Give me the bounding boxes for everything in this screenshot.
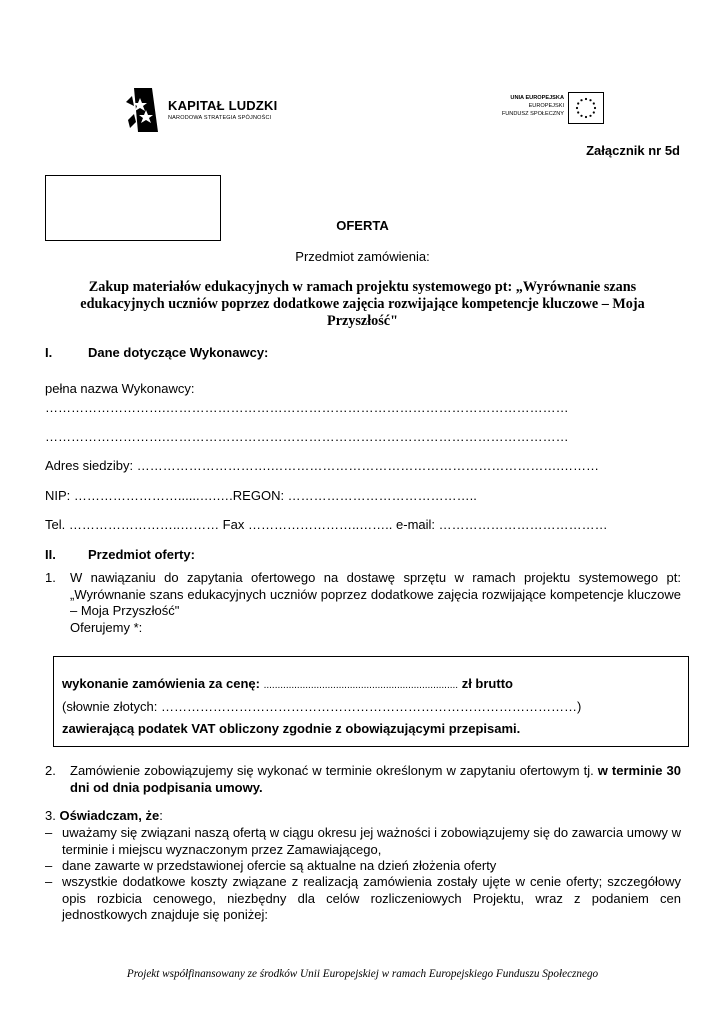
price-suffix: zł brutto: [461, 676, 513, 691]
offer-price-box: [53, 656, 689, 747]
bullet-3: wszystkie dodatkowe koszty związane z realizacją zamówienia zostały ujęte w cenie oferty; szczegółowy opis rozbicia cenowego, niezbędny dla celów rozliczeniowych Projektu, wraz z podaniem cen jednostkowych znajduje się poniżej:: [62, 874, 681, 922]
price-line: [62, 676, 513, 691]
item3-title: Oświadczam, że: [59, 808, 160, 823]
item2-deadline: w terminie 30 dni od dnia podpisania umowy.: [70, 763, 681, 795]
eu-line3: FUNDUSZ SPOŁECZNY: [501, 110, 564, 117]
full-name-label: pełna nazwa Wykonawcy:: [45, 381, 195, 396]
section1-title: Dane dotyczące Wykonawcy:: [88, 345, 269, 360]
attachment-number: Załącznik nr 5d: [586, 143, 680, 158]
document-title: OFERTA: [336, 218, 389, 233]
bullet-mark-1: –: [45, 825, 53, 840]
footer-note: Projekt współfinansowany ze środków Unii Europejskiej w ramach Europejskiego Funduszu Społecznego: [126, 968, 599, 980]
item2-paragraph: [70, 763, 681, 796]
item1-offer-label: Oferujemy *:: [70, 620, 143, 635]
vat-statement: zawierającą podatek VAT obliczony zgodnie z obowiązującymi przepisami.: [62, 721, 521, 736]
section2-number: II.: [45, 547, 56, 562]
price-in-words-field[interactable]: (słownie złotych: ……………………………………………………………………………………): [62, 699, 582, 714]
kapital-ludzki-logo: [124, 84, 294, 134]
eu-flag-icon: [568, 92, 604, 124]
item3-number: 3.: [45, 808, 56, 823]
address-field[interactable]: Adres siedziby: ………………………….………………………………………………………….………: [45, 458, 599, 473]
full-name-field-line2[interactable]: ……………………….…………………………………………………………………………………: [45, 429, 569, 444]
tel-fax-email-field[interactable]: Tel. ……………………..……… Fax ……………………..…….. e-mail: …………………………………: [45, 517, 608, 532]
price-field[interactable]: ......................................................................: [263, 680, 459, 691]
eu-line2: EUROPEJSKI: [528, 102, 564, 109]
bullet-1: uważamy się związani naszą ofertą w ciągu okresu jej ważności i zobowiązujemy się do zawarcia umowy w terminie i miejscu wyznaczonym przez Zamawiającego,: [62, 825, 681, 857]
kapital-ludzki-emblem-icon: [124, 84, 164, 134]
section2-title: Przedmiot oferty:: [88, 547, 195, 562]
item2-number: 2.: [45, 763, 56, 778]
item2-text: Zamówienie zobowiązujemy się wykonać w terminie określonym w zapytaniu ofertowym tj.: [70, 763, 594, 778]
full-name-field-line1[interactable]: ……………………….…………………………………………………………………………………: [45, 400, 569, 415]
subject-label: Przedmiot zamówienia:: [295, 249, 430, 264]
eu-logo: [468, 92, 604, 126]
eu-logo-text: [468, 95, 564, 118]
subject-text: Zakup materiałów edukacyjnych w ramach projektu systemowego pt: „Wyrównanie szans edukacyjnych uczniów poprzez dodatkowe zajęcia rozwijające kompetencje kluczowe – Moja Przyszłość": [80, 279, 645, 329]
item1-text: W nawiązaniu do zapytania ofertowego na dostawę sprzętu w ramach projektu systemowego pt: „Wyrównanie szans edukacyjnych uczniów poprzez dodatkowe zajęcia rozwijające kompetencje kluczowe – Moja Przyszłość": [70, 570, 681, 618]
price-label: wykonanie zamówienia za cenę:: [62, 676, 260, 691]
eu-line1: UNIA EUROPEJSKA: [510, 95, 564, 101]
bullet-mark-3: –: [45, 874, 53, 889]
section1-number: I.: [45, 345, 53, 360]
bullet-2: dane zawarte w przedstawionej ofercie są aktualne na dzień złożenia oferty: [62, 858, 497, 873]
bullet-mark-2: –: [45, 858, 53, 873]
kapital-ludzki-title: KAPITAŁ LUDZKI: [168, 98, 278, 113]
item1-number: 1.: [45, 570, 56, 585]
item3-colon: :: [159, 808, 163, 823]
item3-heading: [45, 808, 163, 825]
kapital-ludzki-subtitle: NARODOWA STRATEGIA SPÓJNOŚCI: [168, 115, 272, 121]
nip-regon-field[interactable]: NIP: ……………………......….….REGON: ……………………………………..: [45, 488, 477, 503]
